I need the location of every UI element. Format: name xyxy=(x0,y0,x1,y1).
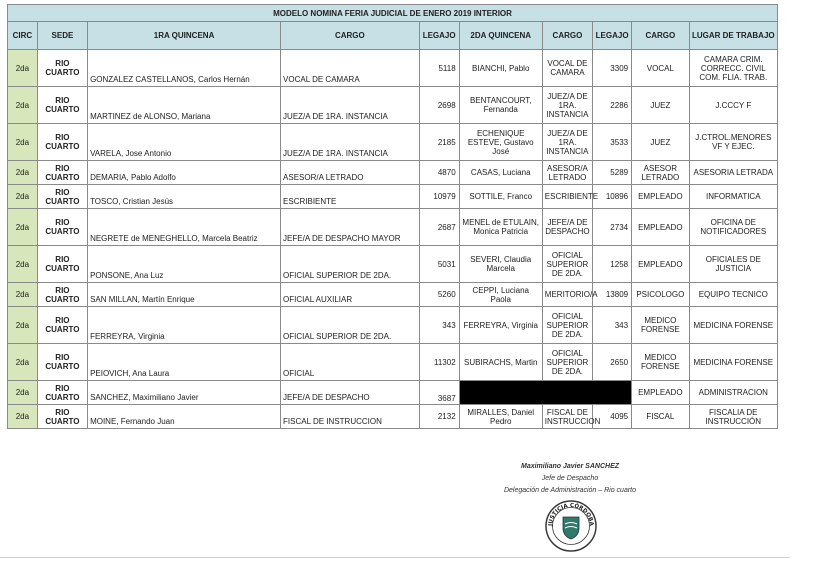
cargo-cell: EMPLEADO xyxy=(632,381,689,405)
second-fortnight-name: SUBIRACHS, Martin xyxy=(459,344,542,381)
table-row xyxy=(8,161,778,185)
table-row xyxy=(8,381,778,405)
signature-block xyxy=(470,461,670,497)
first-fortnight-legajo: 5260 xyxy=(419,283,459,307)
first-fortnight-cargo: FISCAL DE INSTRUCCION xyxy=(281,405,420,429)
circ-cell: 2da xyxy=(8,344,38,381)
header-legajo-2: LEGAJO xyxy=(593,22,632,50)
lugar-de-trabajo: J.CTROL.MENORES VF Y EJEC. xyxy=(689,124,777,161)
cargo-cell: MEDICO FORENSE xyxy=(632,307,689,344)
table-row xyxy=(8,209,778,246)
bottom-divider xyxy=(0,557,790,558)
circ-cell: 2da xyxy=(8,307,38,344)
table-row xyxy=(8,307,778,344)
first-fortnight-legajo: 2132 xyxy=(419,405,459,429)
lugar-de-trabajo: J.CCCY F xyxy=(689,87,777,124)
header-cargo-3: CARGO xyxy=(632,22,689,50)
first-fortnight-cargo: OFICIAL SUPERIOR DE 2DA. xyxy=(281,246,420,283)
cargo-cell: PSICOLOGO xyxy=(632,283,689,307)
first-fortnight-cargo: JEFE/A DE DESPACHO xyxy=(281,381,420,405)
lugar-de-trabajo: MEDICINA FORENSE xyxy=(689,344,777,381)
table-body xyxy=(8,50,778,429)
cargo-cell: MEDICO FORENSE xyxy=(632,344,689,381)
cargo-cell: VOCAL xyxy=(632,50,689,87)
signature-office: Delegación de Administración – Rio cuarto xyxy=(503,487,637,494)
table-title-row xyxy=(8,5,778,22)
cargo-cell: ASESOR LETRADO xyxy=(632,161,689,185)
first-fortnight-cargo: OFICIAL SUPERIOR DE 2DA. xyxy=(281,307,420,344)
circ-cell: 2da xyxy=(8,87,38,124)
sede-cell: RIO CUARTO xyxy=(37,50,87,87)
second-fortnight-legajo: 10896 xyxy=(593,185,632,209)
header-lugar-de-trabajo: LUGAR DE TRABAJO xyxy=(689,22,777,50)
second-fortnight-name: BENTANCOURT, Fernanda xyxy=(459,87,542,124)
sede-cell: RIO CUARTO xyxy=(37,246,87,283)
first-fortnight-cargo: JUEZ/A DE 1RA. INSTANCIA xyxy=(281,87,420,124)
cargo-cell: EMPLEADO xyxy=(632,185,689,209)
first-fortnight-legajo: 343 xyxy=(419,307,459,344)
nomina-table xyxy=(7,4,778,429)
second-fortnight-cargo: JEFE/A DE DESPACHO xyxy=(542,209,592,246)
table-row xyxy=(8,87,778,124)
first-fortnight-legajo: 2185 xyxy=(419,124,459,161)
sede-cell: RIO CUARTO xyxy=(37,405,87,429)
first-fortnight-legajo: 5118 xyxy=(419,50,459,87)
sede-cell: RIO CUARTO xyxy=(37,344,87,381)
sede-cell: RIO CUARTO xyxy=(37,209,87,246)
second-fortnight-cargo: ESCRIBIENTE xyxy=(542,185,592,209)
second-fortnight-legajo: 5289 xyxy=(593,161,632,185)
header-circ: CIRC xyxy=(8,22,38,50)
lugar-de-trabajo: OFICIALES DE JUSTICIA xyxy=(689,246,777,283)
table-header-row xyxy=(8,22,778,50)
first-fortnight-name: PEIOVICH, Ana Laura xyxy=(88,344,281,381)
sede-cell: RIO CUARTO xyxy=(37,307,87,344)
first-fortnight-name: DEMARIA, Pablo Adolfo xyxy=(88,161,281,185)
second-fortnight-cargo: OFICIAL SUPERIOR DE 2DA. xyxy=(542,307,592,344)
header-legajo-1: LEGAJO xyxy=(419,22,459,50)
first-fortnight-legajo: 10979 xyxy=(419,185,459,209)
first-fortnight-legajo: 5031 xyxy=(419,246,459,283)
second-fortnight-name: ECHENIQUE ESTEVE, Gustavo José xyxy=(459,124,542,161)
justicia-cordoba-seal xyxy=(545,500,597,552)
first-fortnight-legajo: 3687 xyxy=(419,381,459,405)
second-fortnight-legajo: 4095 xyxy=(593,405,632,429)
second-fortnight-cargo: OFICIAL SUPERIOR DE 2DA. xyxy=(542,246,592,283)
table-row xyxy=(8,405,778,429)
circ-cell: 2da xyxy=(8,405,38,429)
second-fortnight-name: SEVERI, Claudia Marcela xyxy=(459,246,542,283)
first-fortnight-name: PONSONE, Ana Luz xyxy=(88,246,281,283)
first-fortnight-cargo: VOCAL DE CAMARA xyxy=(281,50,420,87)
second-fortnight-name: FERREYRA, Virginia xyxy=(459,307,542,344)
circ-cell: 2da xyxy=(8,161,38,185)
second-fortnight-name: MIRALLES, Daniel Pedro xyxy=(459,405,542,429)
cargo-cell: EMPLEADO xyxy=(632,209,689,246)
table-row xyxy=(8,124,778,161)
first-fortnight-cargo: OFICIAL xyxy=(281,344,420,381)
circ-cell: 2da xyxy=(8,209,38,246)
lugar-de-trabajo: ASESORIA LETRADA xyxy=(689,161,777,185)
first-fortnight-legajo: 2687 xyxy=(419,209,459,246)
second-fortnight-legajo: 2650 xyxy=(593,344,632,381)
header-cargo-1: CARGO xyxy=(281,22,420,50)
cargo-cell: EMPLEADO xyxy=(632,246,689,283)
signature-role: Jefe de Despacho xyxy=(541,475,599,482)
second-fortnight-legajo: 3309 xyxy=(593,50,632,87)
second-fortnight-cargo: ASESOR/A LETRADO xyxy=(542,161,592,185)
second-fortnight-name: SOTTILE, Franco xyxy=(459,185,542,209)
circ-cell: 2da xyxy=(8,381,38,405)
second-fortnight-legajo: 1258 xyxy=(593,246,632,283)
second-fortnight-name: BIANCHI, Pablo xyxy=(459,50,542,87)
sede-cell: RIO CUARTO xyxy=(37,283,87,307)
first-fortnight-legajo: 4870 xyxy=(419,161,459,185)
first-fortnight-name: NEGRETE de MENEGHELLO, Marcela Beatriz xyxy=(88,209,281,246)
second-fortnight-cargo: OFICIAL SUPERIOR DE 2DA. xyxy=(542,344,592,381)
cargo-cell: JUEZ xyxy=(632,124,689,161)
table-row xyxy=(8,50,778,87)
circ-cell: 2da xyxy=(8,185,38,209)
nomina-sheet xyxy=(7,4,778,429)
lugar-de-trabajo: CAMARA CRIM. CORRECC. CIVIL COM. FLIA. TRAB. xyxy=(689,50,777,87)
lugar-de-trabajo: INFORMATICA xyxy=(689,185,777,209)
first-fortnight-cargo: JEFE/A DE DESPACHO MAYOR xyxy=(281,209,420,246)
circ-cell: 2da xyxy=(8,283,38,307)
first-fortnight-cargo: JUEZ/A DE 1RA. INSTANCIA xyxy=(281,124,420,161)
first-fortnight-name: VARELA, Jose Antonio xyxy=(88,124,281,161)
second-fortnight-legajo: 3533 xyxy=(593,124,632,161)
second-fortnight-legajo: 343 xyxy=(593,307,632,344)
table-row xyxy=(8,246,778,283)
circ-cell: 2da xyxy=(8,124,38,161)
first-fortnight-cargo: OFICIAL AUXILIAR xyxy=(281,283,420,307)
second-fortnight-name: MENEL de ETULAIN, Monica Patricia xyxy=(459,209,542,246)
redacted-block xyxy=(459,381,631,405)
circ-cell: 2da xyxy=(8,246,38,283)
lugar-de-trabajo: MEDICINA FORENSE xyxy=(689,307,777,344)
table-row xyxy=(8,283,778,307)
second-fortnight-legajo: 13809 xyxy=(593,283,632,307)
first-fortnight-name: SANCHEZ, Maximiliano Javier xyxy=(88,381,281,405)
header-1ra-quincena: 1RA QUINCENA xyxy=(88,22,281,50)
second-fortnight-cargo: MERITORIO/A xyxy=(542,283,592,307)
header-2da-quincena: 2DA QUINCENA xyxy=(459,22,542,50)
second-fortnight-cargo: JUEZ/A DE 1RA. INSTANCIA xyxy=(542,124,592,161)
first-fortnight-name: FERREYRA, Virginia xyxy=(88,307,281,344)
first-fortnight-name: GONZALEZ CASTELLANOS, Carlos Hernán xyxy=(88,50,281,87)
lugar-de-trabajo: OFICINA DE NOTIFICADORES xyxy=(689,209,777,246)
first-fortnight-name: MOINE, Fernando Juan xyxy=(88,405,281,429)
second-fortnight-cargo: FISCAL DE INSTRUCCION xyxy=(542,405,592,429)
table-row xyxy=(8,344,778,381)
sede-cell: RIO CUARTO xyxy=(37,381,87,405)
lugar-de-trabajo: FISCALIA DE INSTRUCCIÓN xyxy=(689,405,777,429)
first-fortnight-name: MARTINEZ de ALONSO, Mariana xyxy=(88,87,281,124)
signature-name: Maximiliano Javier SANCHEZ xyxy=(520,463,620,470)
circ-cell: 2da xyxy=(8,50,38,87)
sede-cell: RIO CUARTO xyxy=(37,161,87,185)
second-fortnight-name: CASAS, Luciana xyxy=(459,161,542,185)
first-fortnight-legajo: 11302 xyxy=(419,344,459,381)
svg-text:JUSTICIA CÓRDOBA: JUSTICIA CÓRDOBA xyxy=(547,502,595,527)
sede-cell: RIO CUARTO xyxy=(37,124,87,161)
header-sede: SEDE xyxy=(37,22,87,50)
second-fortnight-legajo: 2286 xyxy=(593,87,632,124)
sede-cell: RIO CUARTO xyxy=(37,185,87,209)
table-row xyxy=(8,185,778,209)
lugar-de-trabajo: ADMINISTRACION xyxy=(689,381,777,405)
cargo-cell: JUEZ xyxy=(632,87,689,124)
first-fortnight-cargo: ESCRIBIENTE xyxy=(281,185,420,209)
first-fortnight-legajo: 2698 xyxy=(419,87,459,124)
second-fortnight-cargo: VOCAL DE CAMARA xyxy=(542,50,592,87)
second-fortnight-name: CEPPI, Luciana Paola xyxy=(459,283,542,307)
first-fortnight-cargo: ASESOR/A LETRADO xyxy=(281,161,420,185)
second-fortnight-legajo: 2734 xyxy=(593,209,632,246)
header-cargo-2: CARGO xyxy=(542,22,592,50)
lugar-de-trabajo: EQUIPO TECNICO xyxy=(689,283,777,307)
cargo-cell: FISCAL xyxy=(632,405,689,429)
second-fortnight-cargo: JUEZ/A DE 1RA. INSTANCIA xyxy=(542,87,592,124)
sede-cell: RIO CUARTO xyxy=(37,87,87,124)
first-fortnight-name: SAN MILLAN, Martín Enrique xyxy=(88,283,281,307)
table-title: MODELO NOMINA FERIA JUDICIAL DE ENERO 2019 INTERIOR xyxy=(8,5,778,22)
first-fortnight-name: TOSCO, Cristian Jesús xyxy=(88,185,281,209)
